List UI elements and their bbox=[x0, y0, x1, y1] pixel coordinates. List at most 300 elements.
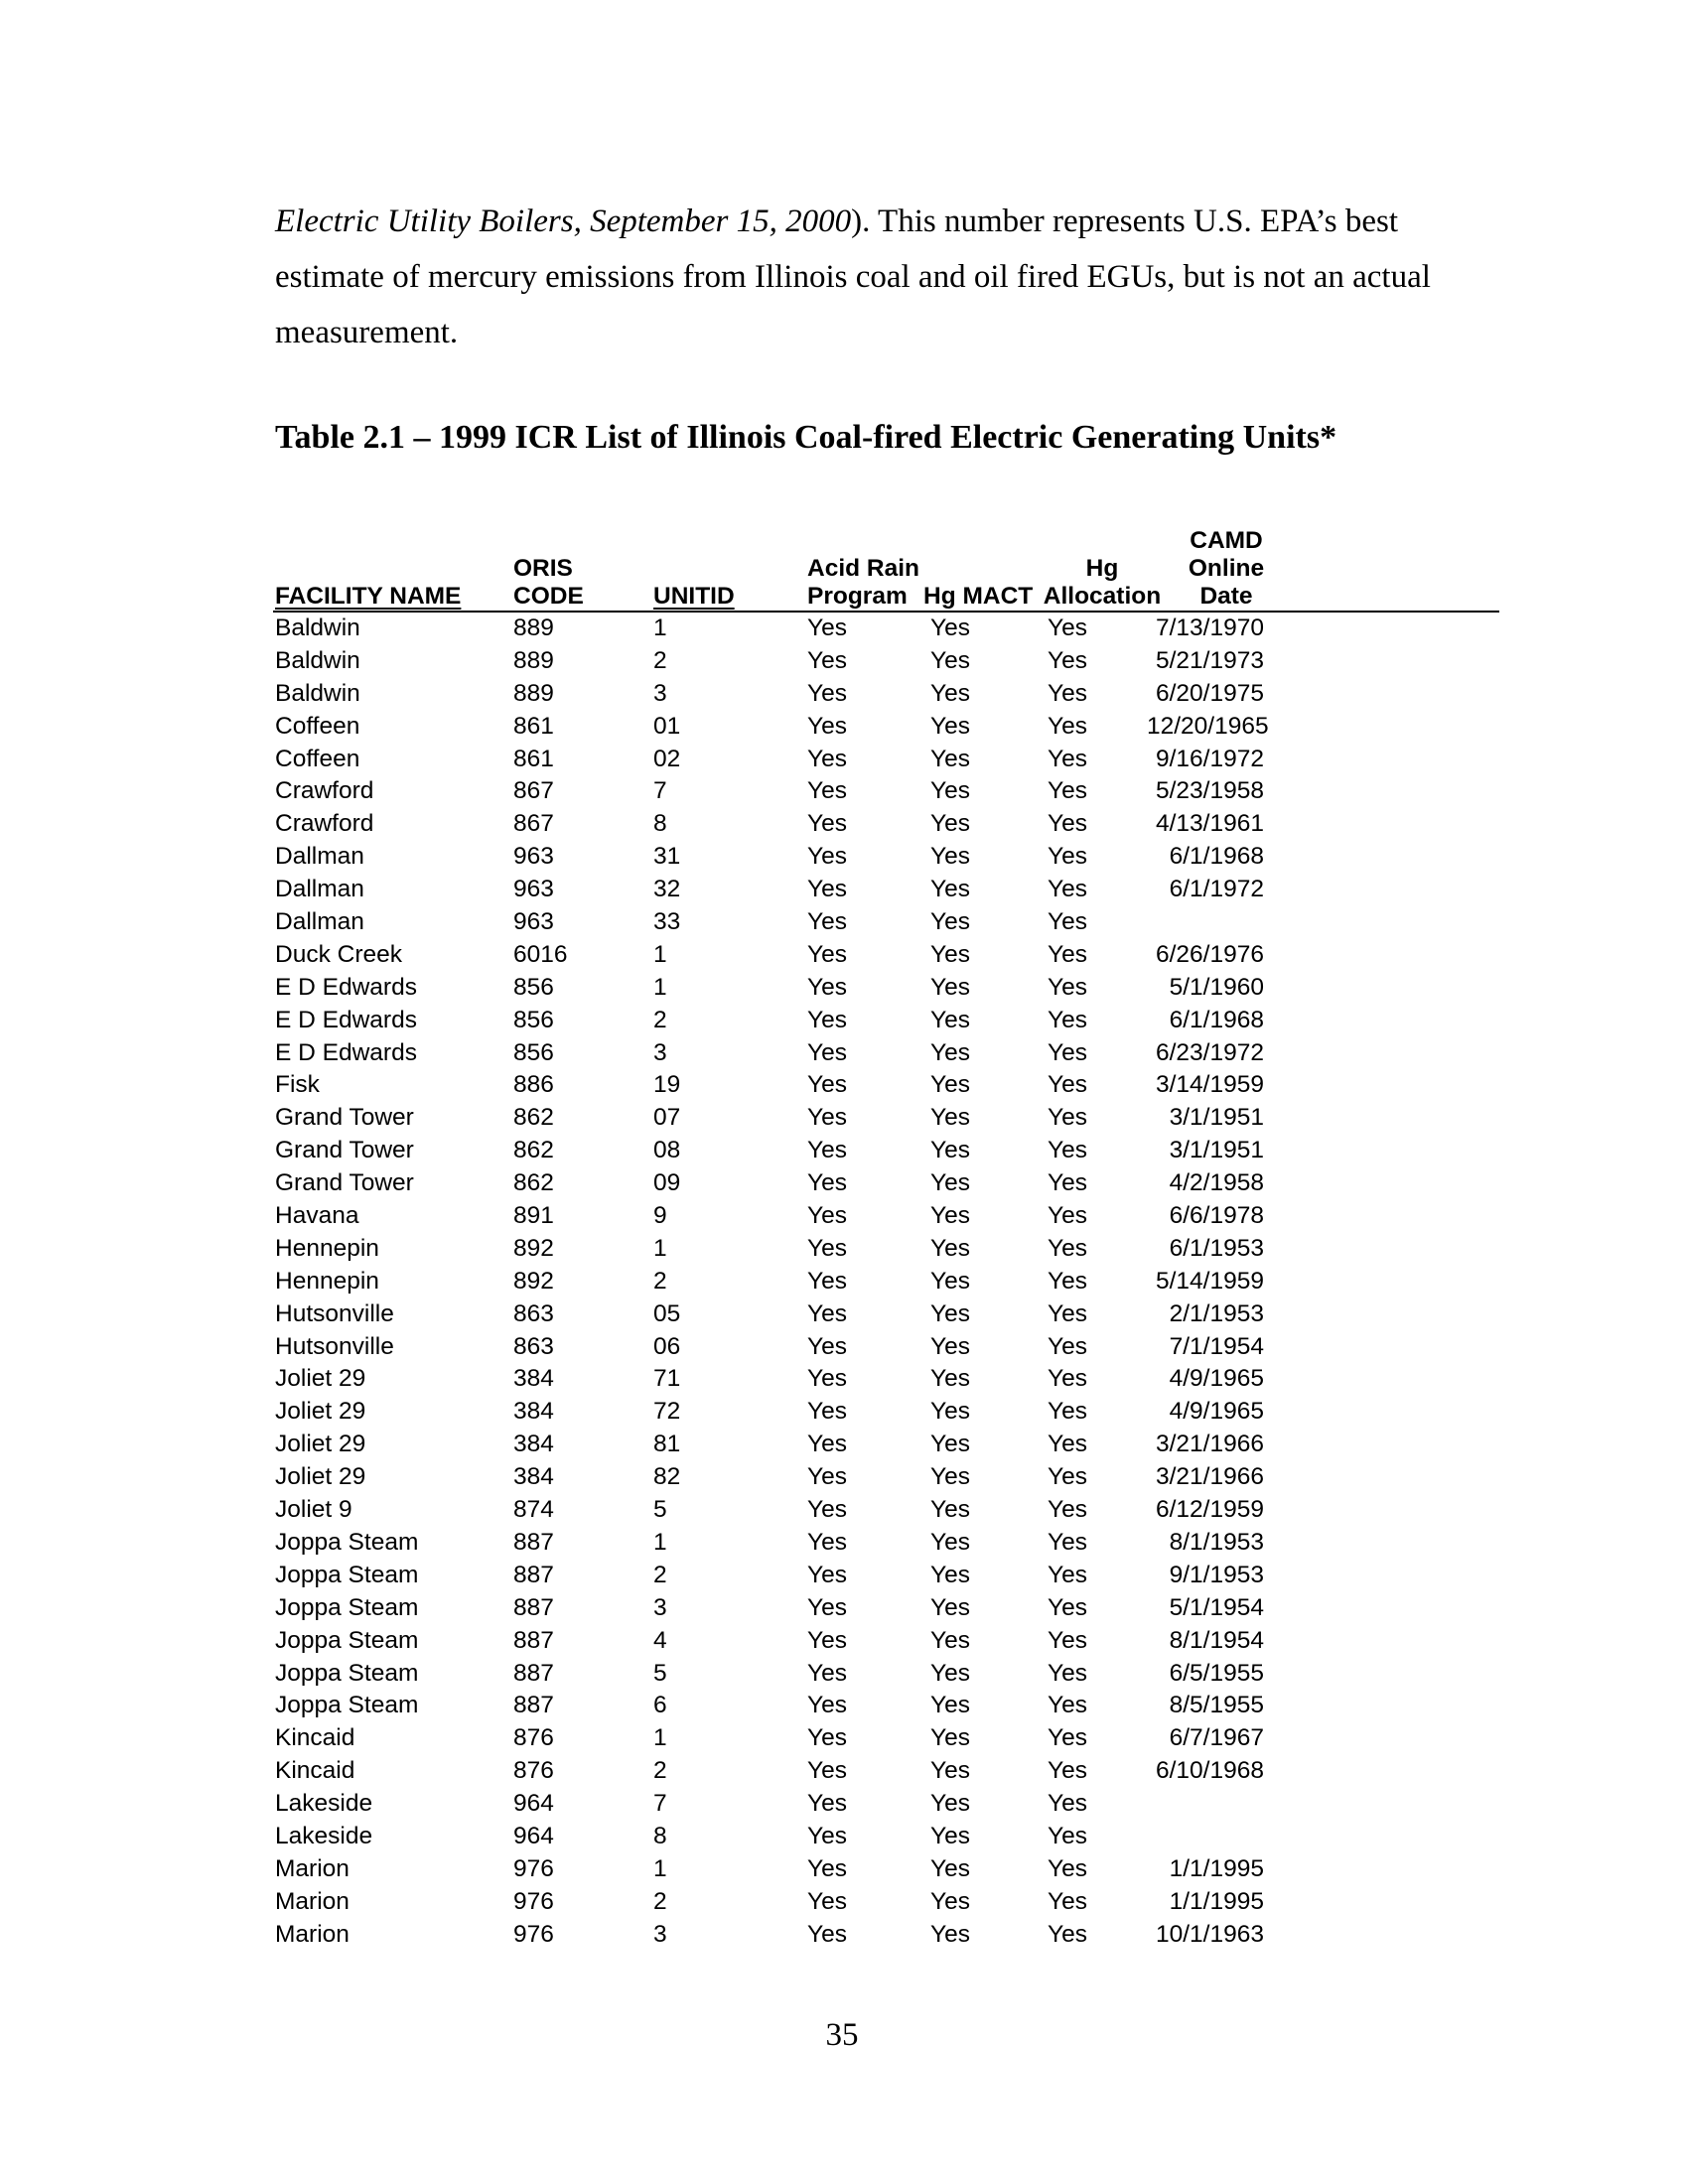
cell-unitid: 07 bbox=[653, 1104, 681, 1132]
cell-hg-mact: Yes bbox=[930, 1790, 970, 1818]
cell-hg-allocation: Yes bbox=[1048, 614, 1087, 641]
table-row bbox=[273, 1069, 1499, 1102]
cell-hg-mact: Yes bbox=[930, 973, 970, 1001]
cell-hg-allocation: Yes bbox=[1048, 1071, 1087, 1099]
table-row bbox=[273, 841, 1499, 874]
cell-oris-code: 889 bbox=[513, 679, 554, 707]
cell-unitid: 1 bbox=[653, 614, 667, 641]
cell-acid-rain-program: Yes bbox=[807, 1626, 847, 1654]
cell-unitid: 1 bbox=[653, 973, 667, 1001]
cell-hg-allocation: Yes bbox=[1048, 1659, 1087, 1687]
cell-acid-rain-program: Yes bbox=[807, 1267, 847, 1295]
cell-hg-allocation: Yes bbox=[1048, 1006, 1087, 1033]
cell-unitid: 2 bbox=[653, 1561, 667, 1588]
table-row bbox=[273, 1102, 1499, 1135]
cell-oris-code: 892 bbox=[513, 1234, 554, 1262]
cell-camd-online-date: 1/1/1995 bbox=[1169, 1887, 1264, 1915]
cell-oris-code: 384 bbox=[513, 1365, 554, 1393]
cell-camd-online-date: 8/5/1955 bbox=[1169, 1692, 1264, 1719]
table-row bbox=[273, 808, 1499, 841]
cell-acid-rain-program: Yes bbox=[807, 1528, 847, 1556]
cell-facility-name: Duck Creek bbox=[275, 940, 402, 968]
cell-facility-name: Dallman bbox=[275, 843, 364, 871]
table-row bbox=[273, 1200, 1499, 1233]
cell-acid-rain-program: Yes bbox=[807, 712, 847, 740]
table-row bbox=[273, 613, 1499, 645]
cell-camd-online-date: 5/1/1960 bbox=[1169, 973, 1264, 1001]
cell-hg-allocation: Yes bbox=[1048, 1757, 1087, 1785]
cell-oris-code: 963 bbox=[513, 908, 554, 936]
cell-hg-mact: Yes bbox=[930, 1234, 970, 1262]
table-row bbox=[273, 744, 1499, 776]
header-hg-top: Hg bbox=[1085, 555, 1119, 582]
cell-camd-online-date: 6/1/1968 bbox=[1169, 1006, 1264, 1033]
table-row bbox=[273, 1298, 1499, 1331]
cell-unitid: 2 bbox=[653, 1006, 667, 1033]
cell-camd-online-date: 6/7/1967 bbox=[1169, 1724, 1264, 1752]
cell-hg-mact: Yes bbox=[930, 1332, 970, 1360]
cell-camd-online-date: 3/21/1966 bbox=[1156, 1463, 1264, 1491]
cell-acid-rain-program: Yes bbox=[807, 1137, 847, 1164]
cell-unitid: 8 bbox=[653, 810, 667, 838]
cell-hg-allocation: Yes bbox=[1048, 1822, 1087, 1849]
cell-hg-mact: Yes bbox=[930, 1267, 970, 1295]
cell-hg-mact: Yes bbox=[930, 1920, 970, 1948]
cell-facility-name: Kincaid bbox=[275, 1757, 355, 1785]
cell-hg-mact: Yes bbox=[930, 1038, 970, 1066]
cell-facility-name: Joliet 9 bbox=[275, 1496, 352, 1524]
cell-hg-allocation: Yes bbox=[1048, 1332, 1087, 1360]
cell-acid-rain-program: Yes bbox=[807, 843, 847, 871]
table-row bbox=[273, 645, 1499, 678]
cell-oris-code: 862 bbox=[513, 1137, 554, 1164]
cell-acid-rain-program: Yes bbox=[807, 1790, 847, 1818]
cell-hg-allocation: Yes bbox=[1048, 777, 1087, 805]
cell-unitid: 2 bbox=[653, 1757, 667, 1785]
cell-facility-name: Joliet 29 bbox=[275, 1431, 366, 1458]
cell-acid-rain-program: Yes bbox=[807, 1104, 847, 1132]
cell-hg-allocation: Yes bbox=[1048, 712, 1087, 740]
cell-oris-code: 976 bbox=[513, 1920, 554, 1948]
cell-acid-rain-program: Yes bbox=[807, 1365, 847, 1393]
cell-hg-mact: Yes bbox=[930, 646, 970, 674]
cell-hg-mact: Yes bbox=[930, 1593, 970, 1621]
cell-camd-online-date: 5/14/1959 bbox=[1156, 1267, 1264, 1295]
cell-hg-mact: Yes bbox=[930, 1496, 970, 1524]
table-row bbox=[273, 775, 1499, 808]
intro-line-2: estimate of mercury emissions from Illinois coal and oil fired EGUs, but is not an actual bbox=[275, 259, 1431, 295]
cell-hg-mact: Yes bbox=[930, 1006, 970, 1033]
cell-unitid: 2 bbox=[653, 1887, 667, 1915]
table-row bbox=[273, 1625, 1499, 1658]
cell-hg-allocation: Yes bbox=[1048, 1104, 1087, 1132]
intro-paragraph bbox=[275, 194, 1447, 360]
cell-hg-mact: Yes bbox=[930, 843, 970, 871]
cell-facility-name: Baldwin bbox=[275, 646, 360, 674]
cell-unitid: 3 bbox=[653, 1920, 667, 1948]
cell-acid-rain-program: Yes bbox=[807, 1071, 847, 1099]
cell-camd-online-date: 8/1/1954 bbox=[1169, 1626, 1264, 1654]
cell-hg-mact: Yes bbox=[930, 1299, 970, 1327]
cell-acid-rain-program: Yes bbox=[807, 1234, 847, 1262]
cell-facility-name: E D Edwards bbox=[275, 1038, 417, 1066]
header-acid-top: Acid Rain bbox=[807, 555, 919, 582]
cell-acid-rain-program: Yes bbox=[807, 908, 847, 936]
cell-camd-online-date: 6/26/1976 bbox=[1156, 940, 1264, 968]
header-oris-top: ORIS bbox=[513, 555, 573, 582]
cell-facility-name: Baldwin bbox=[275, 614, 360, 641]
cell-acid-rain-program: Yes bbox=[807, 810, 847, 838]
cell-acid-rain-program: Yes bbox=[807, 1299, 847, 1327]
cell-oris-code: 862 bbox=[513, 1169, 554, 1197]
header-acid-rain bbox=[807, 555, 919, 611]
cell-facility-name: Coffeen bbox=[275, 712, 360, 740]
cell-unitid: 72 bbox=[653, 1398, 681, 1426]
cell-oris-code: 861 bbox=[513, 745, 554, 772]
cell-facility-name: Fisk bbox=[275, 1071, 320, 1099]
cell-hg-mact: Yes bbox=[930, 1202, 970, 1230]
table-row bbox=[273, 972, 1499, 1005]
header-camd-2: Online bbox=[1188, 555, 1265, 582]
cell-unitid: 2 bbox=[653, 646, 667, 674]
cell-oris-code: 887 bbox=[513, 1692, 554, 1719]
cell-unitid: 81 bbox=[653, 1431, 681, 1458]
cell-unitid: 3 bbox=[653, 679, 667, 707]
cell-hg-allocation: Yes bbox=[1048, 1202, 1087, 1230]
table-row bbox=[273, 939, 1499, 972]
cell-oris-code: 867 bbox=[513, 777, 554, 805]
cell-oris-code: 887 bbox=[513, 1659, 554, 1687]
cell-hg-allocation: Yes bbox=[1048, 1528, 1087, 1556]
table-row bbox=[273, 874, 1499, 906]
header-facility-name bbox=[275, 583, 461, 611]
cell-oris-code: 384 bbox=[513, 1463, 554, 1491]
header-camd-online-date bbox=[1172, 527, 1281, 611]
cell-camd-online-date: 7/1/1954 bbox=[1169, 1332, 1264, 1360]
cell-hg-allocation: Yes bbox=[1048, 1137, 1087, 1164]
cell-camd-online-date: 4/9/1965 bbox=[1169, 1365, 1264, 1393]
header-oris-bottom: CODE bbox=[513, 583, 584, 610]
cell-facility-name: Grand Tower bbox=[275, 1169, 414, 1197]
cell-camd-online-date: 6/12/1959 bbox=[1156, 1496, 1264, 1524]
cell-unitid: 19 bbox=[653, 1071, 681, 1099]
cell-facility-name: Joppa Steam bbox=[275, 1692, 419, 1719]
cell-hg-allocation: Yes bbox=[1048, 810, 1087, 838]
cell-acid-rain-program: Yes bbox=[807, 679, 847, 707]
cell-hg-allocation: Yes bbox=[1048, 1692, 1087, 1719]
cell-hg-mact: Yes bbox=[930, 679, 970, 707]
cell-oris-code: 891 bbox=[513, 1202, 554, 1230]
cell-hg-mact: Yes bbox=[930, 1692, 970, 1719]
header-facility-name-text: FACILITY NAME bbox=[275, 583, 462, 610]
cell-oris-code: 976 bbox=[513, 1887, 554, 1915]
cell-unitid: 4 bbox=[653, 1626, 667, 1654]
cell-hg-mact: Yes bbox=[930, 1659, 970, 1687]
table-row bbox=[273, 1363, 1499, 1396]
cell-facility-name: E D Edwards bbox=[275, 973, 417, 1001]
cell-acid-rain-program: Yes bbox=[807, 876, 847, 903]
cell-unitid: 3 bbox=[653, 1593, 667, 1621]
cell-facility-name: Lakeside bbox=[275, 1790, 373, 1818]
facility-table bbox=[273, 527, 1499, 1952]
cell-unitid: 1 bbox=[653, 1528, 667, 1556]
cell-camd-online-date: 8/1/1953 bbox=[1169, 1528, 1264, 1556]
cell-facility-name: Hutsonville bbox=[275, 1299, 394, 1327]
header-hg-allocation bbox=[1038, 555, 1167, 611]
header-oris-code bbox=[513, 555, 584, 611]
cell-acid-rain-program: Yes bbox=[807, 1038, 847, 1066]
table-row bbox=[273, 1527, 1499, 1560]
cell-hg-allocation: Yes bbox=[1048, 1169, 1087, 1197]
cell-unitid: 7 bbox=[653, 1790, 667, 1818]
table-body bbox=[273, 613, 1499, 1952]
cell-facility-name: Hennepin bbox=[275, 1267, 379, 1295]
header-unitid bbox=[653, 583, 735, 611]
table-row bbox=[273, 711, 1499, 744]
cell-acid-rain-program: Yes bbox=[807, 1659, 847, 1687]
cell-oris-code: 6016 bbox=[513, 940, 568, 968]
cell-hg-allocation: Yes bbox=[1048, 973, 1087, 1001]
cell-hg-mact: Yes bbox=[930, 1822, 970, 1849]
cell-oris-code: 863 bbox=[513, 1332, 554, 1360]
cell-oris-code: 889 bbox=[513, 646, 554, 674]
cell-oris-code: 887 bbox=[513, 1626, 554, 1654]
cell-camd-online-date: 3/21/1966 bbox=[1156, 1431, 1264, 1458]
cell-oris-code: 892 bbox=[513, 1267, 554, 1295]
cell-hg-mact: Yes bbox=[930, 1887, 970, 1915]
cell-facility-name: Joliet 29 bbox=[275, 1463, 366, 1491]
table-row bbox=[273, 1331, 1499, 1364]
cell-oris-code: 861 bbox=[513, 712, 554, 740]
cell-hg-mact: Yes bbox=[930, 1431, 970, 1458]
cell-camd-online-date: 3/14/1959 bbox=[1156, 1071, 1264, 1099]
cell-hg-allocation: Yes bbox=[1048, 1920, 1087, 1948]
table-row bbox=[273, 678, 1499, 711]
cell-acid-rain-program: Yes bbox=[807, 614, 847, 641]
cell-unitid: 33 bbox=[653, 908, 681, 936]
cell-unitid: 71 bbox=[653, 1365, 681, 1393]
cell-oris-code: 874 bbox=[513, 1496, 554, 1524]
cell-unitid: 1 bbox=[653, 1234, 667, 1262]
cell-hg-mact: Yes bbox=[930, 1724, 970, 1752]
cell-oris-code: 856 bbox=[513, 973, 554, 1001]
cell-unitid: 01 bbox=[653, 712, 681, 740]
cell-acid-rain-program: Yes bbox=[807, 1724, 847, 1752]
cell-oris-code: 889 bbox=[513, 614, 554, 641]
cell-camd-online-date: 6/1/1953 bbox=[1169, 1234, 1264, 1262]
table-row bbox=[273, 906, 1499, 939]
cell-hg-mact: Yes bbox=[930, 1137, 970, 1164]
cell-oris-code: 964 bbox=[513, 1822, 554, 1849]
cell-hg-mact: Yes bbox=[930, 1398, 970, 1426]
cell-camd-online-date: 4/13/1961 bbox=[1156, 810, 1264, 838]
cell-hg-allocation: Yes bbox=[1048, 1267, 1087, 1295]
cell-facility-name: Grand Tower bbox=[275, 1137, 414, 1164]
table-row bbox=[273, 1560, 1499, 1592]
cell-facility-name: Baldwin bbox=[275, 679, 360, 707]
cell-oris-code: 856 bbox=[513, 1038, 554, 1066]
cell-hg-allocation: Yes bbox=[1048, 1496, 1087, 1524]
cell-oris-code: 964 bbox=[513, 1790, 554, 1818]
cell-oris-code: 963 bbox=[513, 843, 554, 871]
cell-oris-code: 887 bbox=[513, 1528, 554, 1556]
cell-acid-rain-program: Yes bbox=[807, 1398, 847, 1426]
cell-facility-name: Kincaid bbox=[275, 1724, 355, 1752]
cell-unitid: 2 bbox=[653, 1267, 667, 1295]
cell-acid-rain-program: Yes bbox=[807, 1332, 847, 1360]
cell-acid-rain-program: Yes bbox=[807, 1920, 847, 1948]
cell-acid-rain-program: Yes bbox=[807, 1169, 847, 1197]
cell-acid-rain-program: Yes bbox=[807, 940, 847, 968]
cell-acid-rain-program: Yes bbox=[807, 1757, 847, 1785]
cell-oris-code: 876 bbox=[513, 1757, 554, 1785]
cell-camd-online-date: 5/21/1973 bbox=[1156, 646, 1264, 674]
cell-hg-allocation: Yes bbox=[1048, 1854, 1087, 1882]
cell-camd-online-date: 3/1/1951 bbox=[1169, 1137, 1264, 1164]
table-row bbox=[273, 1167, 1499, 1200]
cell-hg-mact: Yes bbox=[930, 908, 970, 936]
cell-oris-code: 887 bbox=[513, 1593, 554, 1621]
cell-camd-online-date: 6/10/1968 bbox=[1156, 1757, 1264, 1785]
cell-oris-code: 876 bbox=[513, 1724, 554, 1752]
cell-facility-name: Joppa Steam bbox=[275, 1626, 419, 1654]
cell-hg-mact: Yes bbox=[930, 810, 970, 838]
cell-hg-mact: Yes bbox=[930, 1561, 970, 1588]
cell-hg-allocation: Yes bbox=[1048, 843, 1087, 871]
cell-acid-rain-program: Yes bbox=[807, 1692, 847, 1719]
cell-camd-online-date: 6/1/1968 bbox=[1169, 843, 1264, 871]
cell-unitid: 3 bbox=[653, 1038, 667, 1066]
cell-camd-online-date: 4/2/1958 bbox=[1169, 1169, 1264, 1197]
intro-line-3: measurement. bbox=[275, 315, 459, 350]
cell-hg-mact: Yes bbox=[930, 1169, 970, 1197]
cell-facility-name: Joppa Steam bbox=[275, 1593, 419, 1621]
cell-acid-rain-program: Yes bbox=[807, 1006, 847, 1033]
cell-unitid: 7 bbox=[653, 777, 667, 805]
cell-oris-code: 863 bbox=[513, 1299, 554, 1327]
cell-facility-name: Marion bbox=[275, 1920, 350, 1948]
cell-hg-mact: Yes bbox=[930, 1071, 970, 1099]
cell-unitid: 9 bbox=[653, 1202, 667, 1230]
cell-camd-online-date: 5/23/1958 bbox=[1156, 777, 1264, 805]
cell-acid-rain-program: Yes bbox=[807, 745, 847, 772]
cell-hg-allocation: Yes bbox=[1048, 1790, 1087, 1818]
cell-hg-allocation: Yes bbox=[1048, 940, 1087, 968]
cell-hg-mact: Yes bbox=[930, 1463, 970, 1491]
cell-oris-code: 856 bbox=[513, 1006, 554, 1033]
citation-italic: Electric Utility Boilers, September 15, 2000 bbox=[275, 204, 852, 239]
cell-facility-name: Marion bbox=[275, 1854, 350, 1882]
table-row bbox=[273, 1919, 1499, 1952]
cell-camd-online-date: 9/1/1953 bbox=[1169, 1561, 1264, 1588]
cell-hg-mact: Yes bbox=[930, 712, 970, 740]
table-row bbox=[273, 1037, 1499, 1070]
cell-unitid: 1 bbox=[653, 1854, 667, 1882]
cell-oris-code: 963 bbox=[513, 876, 554, 903]
cell-hg-mact: Yes bbox=[930, 876, 970, 903]
cell-unitid: 06 bbox=[653, 1332, 681, 1360]
cell-unitid: 1 bbox=[653, 940, 667, 968]
cell-hg-allocation: Yes bbox=[1048, 876, 1087, 903]
cell-acid-rain-program: Yes bbox=[807, 1463, 847, 1491]
cell-hg-mact: Yes bbox=[930, 1626, 970, 1654]
cell-acid-rain-program: Yes bbox=[807, 1593, 847, 1621]
table-row bbox=[273, 1592, 1499, 1625]
cell-unitid: 31 bbox=[653, 843, 681, 871]
cell-hg-mact: Yes bbox=[930, 1104, 970, 1132]
cell-camd-online-date: 6/1/1972 bbox=[1169, 876, 1264, 903]
intro-line-1-rest: ). This number represents U.S. EPA’s best bbox=[851, 204, 1399, 239]
cell-oris-code: 384 bbox=[513, 1431, 554, 1458]
header-camd-1: CAMD bbox=[1190, 527, 1263, 554]
cell-facility-name: Dallman bbox=[275, 876, 364, 903]
cell-unitid: 1 bbox=[653, 1724, 667, 1752]
cell-acid-rain-program: Yes bbox=[807, 1202, 847, 1230]
cell-hg-allocation: Yes bbox=[1048, 908, 1087, 936]
cell-hg-mact: Yes bbox=[930, 745, 970, 772]
cell-hg-allocation: Yes bbox=[1048, 1463, 1087, 1491]
cell-facility-name: Joliet 29 bbox=[275, 1398, 366, 1426]
cell-camd-online-date: 6/5/1955 bbox=[1169, 1659, 1264, 1687]
table-row bbox=[273, 1135, 1499, 1167]
table-row bbox=[273, 1494, 1499, 1527]
cell-hg-allocation: Yes bbox=[1048, 1626, 1087, 1654]
cell-acid-rain-program: Yes bbox=[807, 777, 847, 805]
cell-camd-online-date: 12/20/1965 bbox=[1147, 712, 1269, 740]
cell-unitid: 32 bbox=[653, 876, 681, 903]
cell-hg-mact: Yes bbox=[930, 777, 970, 805]
table-header bbox=[273, 527, 1499, 613]
cell-unitid: 8 bbox=[653, 1822, 667, 1849]
cell-facility-name: Havana bbox=[275, 1202, 359, 1230]
cell-unitid: 5 bbox=[653, 1659, 667, 1687]
cell-acid-rain-program: Yes bbox=[807, 973, 847, 1001]
table-row bbox=[273, 1690, 1499, 1722]
cell-camd-online-date: 5/1/1954 bbox=[1169, 1593, 1264, 1621]
cell-hg-allocation: Yes bbox=[1048, 1561, 1087, 1588]
table-row bbox=[273, 1755, 1499, 1788]
cell-unitid: 82 bbox=[653, 1463, 681, 1491]
cell-acid-rain-program: Yes bbox=[807, 1887, 847, 1915]
cell-hg-allocation: Yes bbox=[1048, 1038, 1087, 1066]
cell-acid-rain-program: Yes bbox=[807, 1496, 847, 1524]
table-row bbox=[273, 1886, 1499, 1919]
header-camd-3: Date bbox=[1199, 583, 1253, 610]
cell-facility-name: Joliet 29 bbox=[275, 1365, 366, 1393]
cell-unitid: 09 bbox=[653, 1169, 681, 1197]
cell-facility-name: Crawford bbox=[275, 810, 374, 838]
cell-hg-allocation: Yes bbox=[1048, 646, 1087, 674]
cell-facility-name: Coffeen bbox=[275, 745, 360, 772]
cell-camd-online-date: 6/23/1972 bbox=[1156, 1038, 1264, 1066]
cell-facility-name: Joppa Steam bbox=[275, 1561, 419, 1588]
cell-hg-mact: Yes bbox=[930, 940, 970, 968]
table-row bbox=[273, 1788, 1499, 1821]
cell-acid-rain-program: Yes bbox=[807, 1561, 847, 1588]
cell-camd-online-date: 9/16/1972 bbox=[1156, 745, 1264, 772]
header-unitid-text: UNITID bbox=[653, 583, 735, 610]
cell-camd-online-date: 7/13/1970 bbox=[1156, 614, 1264, 641]
cell-camd-online-date: 1/1/1995 bbox=[1169, 1854, 1264, 1882]
header-hg-mact-text: Hg MACT bbox=[923, 583, 1034, 610]
cell-unitid: 6 bbox=[653, 1692, 667, 1719]
cell-hg-allocation: Yes bbox=[1048, 1299, 1087, 1327]
cell-hg-allocation: Yes bbox=[1048, 679, 1087, 707]
cell-camd-online-date: 2/1/1953 bbox=[1169, 1299, 1264, 1327]
cell-acid-rain-program: Yes bbox=[807, 646, 847, 674]
cell-hg-allocation: Yes bbox=[1048, 745, 1087, 772]
cell-oris-code: 887 bbox=[513, 1561, 554, 1588]
